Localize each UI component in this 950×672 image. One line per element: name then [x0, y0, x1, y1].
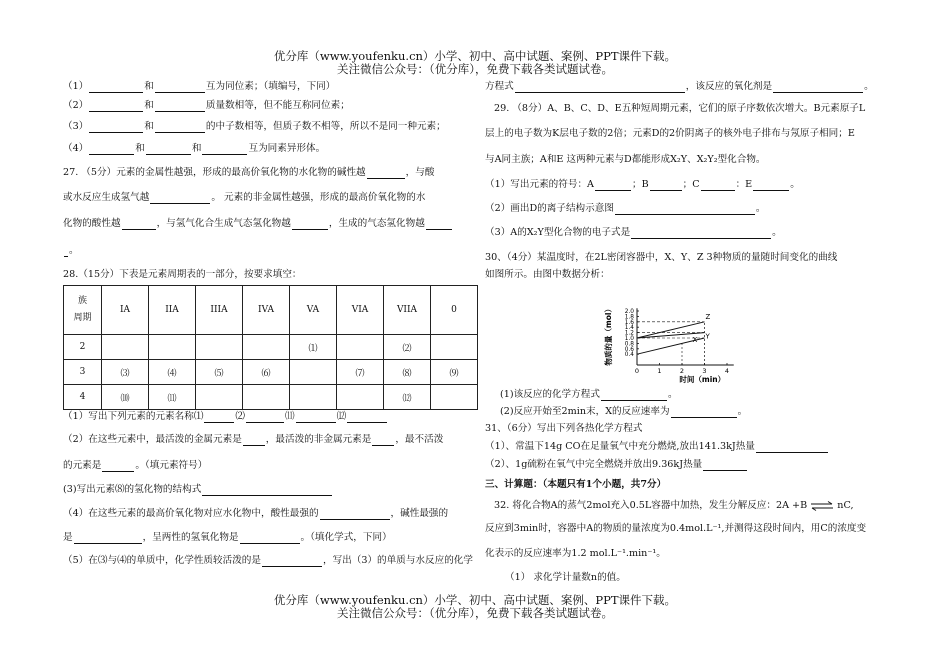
q29-sub-2: （2）画出D的离子结构示意图 。 — [485, 203, 766, 214]
table-cell: ⑶ — [102, 360, 149, 385]
y-tick-label: 1.8 — [624, 314, 634, 321]
group-header: IIIA — [196, 286, 243, 335]
table-row — [64, 385, 478, 410]
q26-line-1: （1） 和 互为同位素；（填编号，下同） — [63, 81, 336, 92]
table-cell: ⑻ — [384, 360, 431, 385]
q28-sub-4b: 是 ，呈两性的氢氧化物是 。（填化学式，下同） — [63, 532, 392, 543]
table-cell — [243, 385, 290, 410]
table-cell — [243, 335, 290, 360]
table-cell: ⑹ — [243, 360, 290, 385]
table-cell: ⑼ — [431, 360, 478, 385]
q26-line-3: （3） 和 的中子数相等，但质子数不相等，所以不是同一种元素； — [63, 121, 446, 132]
q28-sub-3: (3)写出元素⑻的氢化物的结构式 — [63, 483, 333, 496]
table-cell: ⑺ — [337, 360, 384, 385]
q26-line-2: （2） 和 质量数相等，但不能互称同位素； — [63, 100, 350, 111]
table-cell — [337, 385, 384, 410]
footer-line-2: 关注微信公众号：（优分库），免费下载各类试题试卷。 — [337, 606, 613, 620]
q29-line-2: 层上的电子数为K层电子数的2倍；元素D的2价阴离子的核外电子排布与氖原子相同；E — [485, 128, 855, 139]
q32-sub-1: （1） 求化学计量数n的值。 — [505, 572, 626, 583]
x-tick-label: 0 — [634, 367, 640, 375]
group-header: VA — [290, 286, 337, 335]
group-header: VIIA — [384, 286, 431, 335]
q31-title: 31、（6分）写出下列各热化学方程式 — [485, 423, 643, 434]
table-cell: ⑿ — [384, 385, 431, 410]
group-header: IVA — [243, 286, 290, 335]
table-cell: ⑸ — [196, 360, 243, 385]
x-tick-label: 4 — [724, 367, 730, 375]
table-cell — [290, 385, 337, 410]
x-tick-label: 2 — [679, 367, 685, 375]
q27-line-4: 。 — [63, 244, 79, 257]
y-tick-label: 0.6 — [624, 346, 634, 353]
table-cell — [290, 360, 337, 385]
header-line-2: 关注微信公众号：（优分库），免费下载各类试题试卷。 — [337, 62, 613, 76]
table-cell — [149, 335, 196, 360]
q28-sub-2b: 的元素是 。（填元素符号） — [63, 460, 208, 471]
q30-line-1: 30、（4分）某温度时，在2L密闭容器中，X、Y、Z 3种物质的量随时间变化的曲线 — [485, 252, 838, 263]
q28-title: 28.（15分）下表是元素周期表的一部分，按要求填空： — [63, 269, 302, 280]
q29-sub-1: （1）写出元素的符号：A ；B ；C ：E 。 — [485, 179, 800, 190]
table-cell: ⑽ — [102, 385, 149, 410]
q30-line-2: 如图所示。由图中数据分析： — [485, 269, 610, 280]
x-tick-label: 1 — [657, 367, 662, 375]
y-tick-label: 1.0 — [624, 336, 634, 342]
q28-sub-1: （1）写出下列元素的元素名称⑴ ⑵ ⑾ ⑿ — [63, 410, 388, 423]
table-cell — [337, 335, 384, 360]
y-tick-label: 1.2 — [624, 330, 634, 337]
table-cell: ⑵ — [384, 335, 431, 360]
table-cell — [431, 385, 478, 410]
period-label: 2 — [64, 335, 102, 360]
q26-line-4: （4） 和 和 互为同素异形体。 — [63, 143, 326, 154]
series-label-x: X — [692, 336, 698, 344]
group-header: IIA — [149, 286, 196, 335]
q28-sub-2a: （2）在这些元素中，最活泼的金属元素是 ，最活泼的非金属元素是 ，最不活泼 — [63, 434, 444, 445]
q28-sub-5: （5）在⑶与⑷的单质中，化学性质较活泼的是 ，写出（3）的单质与水反应的化学 — [63, 555, 473, 566]
period-label: 4 — [64, 385, 102, 410]
q29-line-1: 29. （8分）A、B、C、D、E五种短周期元素，它们的原子序数依次增大。B元素原子L — [494, 103, 866, 114]
q29-sub-3: （3）A的X₂Y型化合物的电子式是 。 — [485, 227, 782, 238]
header-line-1: 优分库（www.youfenku.cn）小学、初中、高中试题、案例、PPT课件下载。 — [273, 49, 677, 63]
q30-sub-1: (1)该反应的化学方程式 。 — [500, 389, 678, 400]
y-tick-label: 0.8 — [624, 341, 634, 348]
right-line-1: 方程式 ，该反应的氧化剂是 。 — [485, 81, 874, 92]
y-axis-label: 物质的量（mol） — [604, 305, 613, 366]
amount-vs-time-chart — [605, 292, 755, 384]
y-tick-label: 1.6 — [624, 319, 634, 326]
table-cell: ⑴ — [290, 335, 337, 360]
table-cell — [102, 335, 149, 360]
q27-line-3: 化物的酸性越 ，与氢气化合生成气态氢化物越 ，生成的气态氢化物越 — [63, 217, 453, 230]
section-3-heading: 三、计算题：（本题只有1个小题，共7分） — [485, 479, 667, 490]
q32-line-1: 32. 将化合物A的蒸气2mol充入0.5L容器中加热，发生分解反应：2A +B nC, — [494, 500, 854, 511]
footer-line-1: 优分库（www.youfenku.cn）小学、初中、高中试题、案例、PPT课件下载。 — [273, 593, 677, 607]
table-cell: ⑾ — [149, 385, 196, 410]
group-header: 0 — [431, 286, 478, 335]
table-row — [64, 335, 478, 360]
table-cell — [196, 335, 243, 360]
q29-line-3: 与A同主族；A和E 这两种元素与D都能形成X₂Y、X₂Y₂型化合物。 — [485, 154, 766, 165]
group-header: VIA — [337, 286, 384, 335]
table-cell — [431, 335, 478, 360]
x-tick-label: 3 — [702, 367, 707, 375]
q30-sub-2: (2)反应开始至2min末，X的反应速率为 。 — [500, 406, 748, 417]
x-axis-label: 时间（min） — [679, 375, 726, 384]
table-corner: 族 周期 — [64, 286, 102, 335]
periodic-table — [63, 285, 478, 410]
group-header: IA — [102, 286, 149, 335]
y-tick-label: 2.0 — [624, 309, 634, 315]
y-tick-label: 1.4 — [624, 325, 634, 332]
table-row — [64, 360, 478, 385]
y-tick-label: 0.4 — [624, 352, 634, 359]
table-cell — [196, 385, 243, 410]
reversible-arrow-icon — [810, 501, 834, 511]
series-label-y: Y — [705, 332, 710, 341]
q27-line-2: 或水反应生成氢气越 。 元素的非金属性越强，形成的最高价氧化物的水 — [63, 192, 426, 203]
period-label: 3 — [64, 360, 102, 385]
q27-line-1: 27. （5分）元素的金属性越强，形成的最高价氧化物的水化物的碱性越 ，与酸 — [63, 167, 435, 178]
q32-line-3: 化表示的反应速率为1.2 mol.L⁻¹.min⁻¹。 — [485, 548, 666, 559]
q32-line-2: 反应到3min时，容器中A的物质的量浓度为0.4mol.L⁻¹,并测得这段时间内，用C的浓度变 — [485, 523, 867, 534]
q31-sub-2: （2）、1g硫粉在氧气中完全燃烧并放出9.36kJ热量 — [485, 458, 748, 471]
table-cell: ⑷ — [149, 360, 196, 385]
q31-sub-1: （1）、常温下14g CO在足量氧气中充分燃烧,放出141.3kJ热量 — [485, 440, 829, 453]
q28-sub-4a: （4）在这些元素的最高价氧化物对应水化物中，酸性最强的 ，碱性最强的 — [63, 508, 449, 519]
series-label-z: Z — [705, 312, 711, 321]
